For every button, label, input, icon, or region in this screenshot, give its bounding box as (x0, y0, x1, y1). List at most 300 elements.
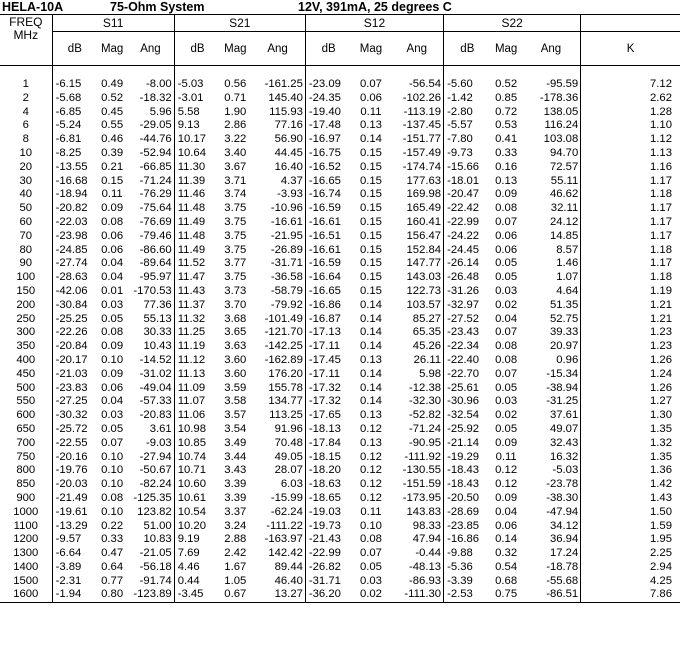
cell-s21-ang: -31.71 (250, 257, 305, 271)
cell-s11-db: -30.84 (55, 298, 88, 311)
cell-s12-ang: -86.93 (391, 575, 444, 589)
cell-freq: 400 (0, 354, 52, 368)
cell-s12-ang: 45.26 (391, 340, 444, 354)
group-header-row (0, 15, 680, 32)
table-row (0, 326, 680, 340)
cell-s22-db: -3.39 (447, 574, 473, 587)
cell-s22-ang: 52.75 (522, 313, 581, 327)
cell-s22-db: -24.22 (447, 229, 480, 242)
group-header-s22: S22 (444, 15, 581, 32)
cell-s22-mag: 0.09 (495, 491, 518, 504)
cell-s22-db: -15.66 (447, 160, 480, 173)
cell-s22-mag: 0.05 (495, 422, 518, 435)
cell-k: 1.26 (650, 381, 672, 394)
cell-s11-mag: 0.08 (101, 215, 124, 228)
cell-s22-ang: 4.64 (522, 285, 581, 299)
cell-s12-ang: -0.44 (391, 547, 444, 561)
cell-s12-ang: -151.77 (391, 133, 444, 147)
table-row (0, 451, 680, 465)
cell-freq: 80 (0, 244, 52, 258)
cell-s12-mag: 0.14 (359, 395, 382, 408)
cell-s11-mag: 0.06 (101, 243, 124, 256)
cell-k: 1.32 (650, 436, 672, 449)
cell-s22-db: -20.47 (447, 188, 480, 201)
cell-s21-ang: -15.99 (250, 492, 305, 506)
table-row (0, 547, 680, 561)
cell-k: 4.25 (650, 574, 672, 587)
cell-s22-db: -9.73 (447, 146, 473, 159)
cell-s11-db: -25.25 (55, 312, 88, 325)
cell-s12-mag: 0.14 (359, 298, 382, 311)
cell-k: 1.27 (650, 395, 672, 408)
cell-s21-mag: 3.77 (224, 257, 247, 270)
cell-s22-db: -22.40 (447, 353, 480, 366)
cell-s11-db: -13.55 (55, 160, 88, 173)
cell-s12-mag: 0.14 (359, 367, 382, 380)
cell-k: 1.12 (650, 133, 672, 146)
cell-s21-mag: 3.71 (224, 174, 247, 187)
cell-s12-ang: -102.26 (391, 92, 444, 106)
cell-s21-ang: 89.44 (250, 561, 305, 575)
cell-freq: 30 (0, 175, 52, 189)
cell-s22-mag: 0.06 (495, 229, 518, 242)
cell-s12-db: -18.65 (308, 491, 341, 504)
cell-s12-db: -16.61 (308, 215, 341, 228)
cell-s22-db: -24.45 (447, 243, 480, 256)
cell-s21-mag: 2.86 (224, 119, 247, 132)
table-row (0, 216, 680, 230)
cell-s11-ang: 3.61 (127, 423, 174, 437)
cell-s11-db: -16.68 (55, 174, 88, 187)
cell-freq: 800 (0, 464, 52, 478)
freq-header-label: FREQ (9, 15, 43, 29)
cell-s12-db: -17.65 (308, 409, 341, 422)
cell-s12-db: -16.97 (308, 133, 341, 146)
cell-s22-ang: 39.33 (522, 326, 581, 340)
cell-s11-mag: 0.21 (101, 160, 124, 173)
cell-s11-db: -22.03 (55, 215, 88, 228)
cell-s22-mag: 0.06 (495, 519, 518, 532)
cell-s12-ang: -12.38 (391, 382, 444, 396)
cell-k: 1.17 (650, 202, 672, 215)
cell-freq: 10 (0, 147, 52, 161)
cell-s12-ang: 143.83 (391, 506, 444, 520)
cell-s12-mag: 0.11 (360, 505, 382, 518)
cell-s12-ang: -173.95 (391, 492, 444, 506)
cell-s22-mag: 0.03 (495, 284, 518, 297)
cell-s21-db: -5.03 (177, 78, 204, 90)
cell-s21-db: 11.52 (177, 257, 206, 270)
cell-k: 2.25 (650, 547, 672, 560)
cell-s11-mag: 0.03 (101, 298, 124, 311)
cell-k: 2.62 (650, 91, 672, 104)
cell-s11-mag: 0.45 (101, 105, 124, 118)
cell-s21-ang: -163.97 (250, 533, 305, 547)
cell-s12-db: -22.99 (308, 547, 341, 560)
cell-s12-db: -16.65 (308, 284, 341, 297)
cell-s11-db: -5.24 (55, 119, 82, 132)
cell-s21-mag: 3.57 (224, 409, 247, 422)
cell-s11-mag: 0.39 (101, 146, 124, 159)
cell-s11-mag: 0.10 (101, 353, 124, 366)
table-row (0, 202, 680, 216)
cell-s12-mag: 0.15 (359, 257, 382, 270)
cell-s22-mag: 0.72 (495, 105, 518, 118)
cell-s12-ang: 47.94 (391, 533, 444, 547)
cell-s21-ang: 142.42 (250, 547, 305, 561)
cell-s21-ang: -62.24 (250, 506, 305, 520)
cell-s11-db: -19.76 (55, 464, 88, 477)
cell-k: 1.24 (650, 367, 672, 380)
cell-s12-mag: 0.13 (359, 353, 382, 366)
cell-s22-mag: 0.06 (495, 243, 518, 256)
cell-s12-db: -17.11 (308, 340, 341, 353)
cell-s22-db: -30.96 (447, 395, 480, 408)
cell-s11-mag: 0.09 (101, 202, 124, 215)
cell-s22-ang: -31.25 (522, 395, 581, 409)
cell-s11-ang: -20.83 (127, 409, 174, 423)
cell-freq: 150 (0, 285, 52, 299)
cell-s21-db: 10.17 (177, 133, 206, 146)
cell-s12-ang: -52.82 (391, 409, 444, 423)
subcolumn-header-row (0, 32, 680, 66)
cell-s12-db: -17.48 (308, 119, 341, 132)
cell-s11-db: -27.74 (55, 257, 88, 270)
cell-s11-db: -19.61 (55, 505, 88, 518)
cell-s12-db: -18.13 (308, 422, 341, 435)
cell-s21-db: 11.12 (177, 353, 206, 366)
cell-s11-db: -22.55 (55, 436, 88, 449)
cell-s22-ang: 138.05 (522, 106, 581, 120)
cell-s21-mag: 3.24 (224, 519, 247, 532)
cell-s21-mag: 3.58 (224, 395, 247, 408)
cell-s21-ang: -36.58 (250, 271, 305, 285)
cell-s12-db: -26.82 (308, 560, 341, 573)
cell-s11-mag: 0.10 (101, 464, 124, 477)
col-header-s21-ang: Ang (250, 32, 305, 66)
cell-s21-mag: 1.90 (224, 105, 247, 118)
cell-s21-ang: 155.78 (250, 382, 305, 396)
test-conditions: 12V, 391mA, 25 degrees C (298, 0, 452, 14)
cell-s21-db: 10.71 (177, 464, 206, 477)
cell-s11-db: -27.25 (55, 395, 88, 408)
cell-s21-db: 10.74 (177, 450, 206, 463)
cell-s11-ang: -14.52 (127, 354, 174, 368)
col-header-s12-db: dB (305, 32, 351, 66)
table-row (0, 271, 680, 285)
cell-s21-mag: 3.60 (224, 367, 247, 380)
cell-s22-mag: 0.12 (495, 478, 518, 491)
cell-s11-db: -21.49 (55, 491, 88, 504)
table-row (0, 506, 680, 520)
cell-s12-ang: -111.30 (391, 588, 444, 602)
cell-s22-ang: 34.12 (522, 520, 581, 534)
cell-k: 1.43 (650, 491, 672, 504)
table-row (0, 561, 680, 575)
cell-s11-ang: -76.69 (127, 216, 174, 230)
cell-s22-db: -25.92 (447, 422, 480, 435)
cell-s21-db: 10.98 (177, 422, 206, 435)
cell-k: 1.16 (650, 160, 672, 173)
col-header-s22-mag: Mag (491, 32, 522, 66)
cell-s22-ang: -86.51 (522, 588, 581, 602)
cell-s11-mag: 0.04 (101, 257, 124, 270)
cell-s21-db: 9.13 (177, 119, 200, 132)
table-row (0, 313, 680, 327)
cell-s12-ang: 177.63 (391, 175, 444, 189)
cell-k: 1.17 (650, 174, 672, 187)
cell-s11-ang: -44.76 (127, 133, 174, 147)
cell-s12-mag: 0.11 (360, 105, 382, 118)
table-row (0, 588, 680, 602)
cell-s11-mag: 0.55 (101, 119, 124, 132)
table-row (0, 161, 680, 175)
freq-header-unit: MHz (13, 28, 39, 42)
cell-s12-db: -16.74 (308, 188, 341, 201)
cell-s22-mag: 0.07 (495, 215, 518, 228)
cell-s22-db: -7.80 (447, 133, 473, 146)
cell-freq: 6 (0, 119, 52, 133)
cell-s11-db: -6.81 (55, 133, 82, 146)
cell-s22-db: -5.36 (447, 560, 473, 573)
cell-s22-db: -22.42 (447, 202, 480, 215)
cell-s12-ang: 5.98 (391, 368, 444, 382)
cell-s11-ang: -91.74 (127, 575, 174, 589)
cell-freq: 100 (0, 271, 52, 285)
cell-s21-mag: 3.63 (224, 340, 247, 353)
cell-k: 1.19 (650, 284, 672, 297)
cell-s21-mag: 3.59 (224, 381, 247, 394)
cell-freq: 650 (0, 423, 52, 437)
table-row (0, 244, 680, 258)
cell-s12-db: -36.20 (305, 588, 351, 602)
cell-k: 1.17 (650, 257, 672, 270)
cell-s12-mag: 0.14 (359, 381, 382, 394)
cell-s21-mag: 0.67 (220, 588, 250, 602)
cell-s11-ang: -49.04 (127, 382, 174, 396)
cell-s21-ang: -16.61 (250, 216, 305, 230)
cell-s21-ang: 28.07 (250, 464, 305, 478)
cell-s22-mag: 0.33 (495, 146, 518, 159)
cell-s21-db: 4.46 (177, 560, 200, 573)
cell-s12-db: -18.63 (308, 478, 341, 491)
cell-s12-db: -17.45 (308, 353, 341, 366)
cell-s21-db: 11.46 (177, 188, 206, 201)
header (0, 0, 681, 14)
cell-s22-ang: -55.68 (522, 575, 581, 589)
cell-s22-ang: 49.07 (522, 423, 581, 437)
cell-s21-ang: -26.89 (250, 244, 305, 258)
cell-k: 7.86 (581, 588, 680, 602)
model-name: HELA-10A (2, 0, 64, 14)
cell-s11-mag: 0.08 (101, 491, 124, 504)
cell-s21-ang: -121.70 (250, 326, 305, 340)
cell-s12-db: -16.75 (308, 146, 341, 159)
cell-s22-mag: 0.09 (495, 436, 518, 449)
cell-s11-mag: 0.09 (101, 367, 124, 380)
cell-s12-ang: -56.54 (391, 78, 444, 92)
cell-s11-db: -5.68 (55, 91, 82, 104)
cell-freq: 1200 (0, 533, 52, 547)
cell-freq: 1100 (0, 520, 52, 534)
cell-s22-db: -31.26 (447, 284, 480, 297)
cell-s12-db: -17.11 (308, 367, 341, 380)
cell-freq: 450 (0, 368, 52, 382)
group-header-s11: S11 (52, 15, 174, 32)
cell-s21-db: 0.44 (177, 574, 200, 587)
cell-s12-mag: 0.12 (359, 450, 382, 463)
cell-s11-db: -8.25 (55, 146, 82, 159)
cell-s21-db: 9.19 (177, 533, 200, 546)
cell-s12-db: -17.32 (308, 381, 341, 394)
cell-s21-db: 11.06 (177, 409, 206, 422)
cell-s21-db: 10.85 (177, 436, 206, 449)
cell-s21-ang: 91.96 (250, 423, 305, 437)
cell-s22-db: -1.42 (447, 91, 473, 104)
cell-freq: 90 (0, 257, 52, 271)
cell-s22-db: -5.57 (447, 119, 473, 132)
cell-s22-db: -22.99 (447, 215, 480, 228)
cell-s12-ang: 152.84 (391, 244, 444, 258)
cell-s22-db: -18.43 (447, 464, 480, 477)
cell-s11-mag: 0.03 (101, 409, 124, 422)
cell-s22-mag: 0.09 (495, 188, 518, 201)
cell-s22-ang: 20.97 (522, 340, 581, 354)
cell-s22-db: -26.48 (447, 271, 480, 284)
cell-s12-mag: 0.10 (359, 519, 382, 532)
cell-s22-mag: 0.13 (495, 174, 518, 187)
cell-s22-mag: 0.41 (495, 133, 518, 146)
cell-k: 1.10 (650, 119, 672, 132)
cell-s12-ang: 147.77 (391, 257, 444, 271)
col-header-s11-ang: Ang (127, 32, 174, 66)
cell-s12-mag: 0.14 (359, 340, 382, 353)
cell-s21-ang: 145.40 (250, 92, 305, 106)
cell-k: 1.35 (650, 422, 672, 435)
table-row (0, 188, 680, 202)
cell-s21-ang: -101.49 (250, 313, 305, 327)
cell-s11-db: -9.57 (55, 533, 82, 546)
col-header-s22-db: dB (444, 32, 491, 66)
cell-s12-db: -19.73 (308, 519, 341, 532)
cell-s22-db: -18.43 (447, 478, 480, 491)
cell-s11-ang: -31.02 (127, 368, 174, 382)
cell-s11-ang: 77.36 (127, 299, 174, 313)
cell-s22-db: -19.29 (447, 450, 480, 463)
cell-s11-ang: -125.35 (127, 492, 174, 506)
cell-s12-ang: 85.27 (391, 313, 444, 327)
cell-s21-mag: 1.67 (224, 560, 247, 573)
cell-s12-mag: 0.15 (359, 188, 382, 201)
cell-k: 1.50 (650, 505, 672, 518)
cell-k: 1.30 (650, 409, 672, 422)
cell-s11-db: -20.03 (55, 478, 88, 491)
cell-s21-mag: 3.37 (224, 505, 247, 518)
cell-s21-db: 11.49 (177, 243, 206, 256)
cell-freq: 350 (0, 340, 52, 354)
cell-freq: 1300 (0, 547, 52, 561)
cell-s21-db: 11.48 (177, 229, 206, 242)
cell-s21-ang: -79.92 (250, 299, 305, 313)
cell-s11-mag: 0.46 (101, 133, 124, 146)
cell-s11-ang: -9.03 (127, 437, 174, 451)
cell-s12-db: -21.43 (308, 533, 341, 546)
cell-s21-db: 11.37 (177, 298, 206, 311)
cell-s21-mag: 3.54 (224, 422, 247, 435)
col-header-s22-ang: Ang (522, 32, 581, 66)
cell-k: 1.35 (650, 450, 672, 463)
cell-s21-mag: 0.71 (224, 91, 247, 104)
cell-s21-ang: -58.79 (250, 285, 305, 299)
cell-k: 1.21 (650, 312, 672, 325)
table-row (0, 106, 680, 120)
cell-s21-ang: -3.93 (250, 188, 305, 202)
cell-s21-ang: 4.37 (250, 175, 305, 189)
cell-s12-db: -23.09 (308, 78, 341, 90)
cell-s11-db: -20.82 (55, 202, 88, 215)
cell-s12-ang: -151.59 (391, 478, 444, 492)
cell-s21-mag: 3.75 (224, 271, 247, 284)
cell-s21-mag: 3.75 (224, 202, 247, 215)
cell-s11-ang: -79.46 (127, 230, 174, 244)
cell-k: 1.59 (650, 519, 672, 532)
cell-s11-mag: 0.07 (101, 436, 124, 449)
cell-s11-ang: 51.00 (127, 520, 174, 534)
cell-s22-mag: 0.75 (491, 588, 522, 602)
cell-s21-db: 10.61 (177, 491, 206, 504)
cell-s22-mag: 0.68 (495, 574, 518, 587)
cell-s12-db: -16.51 (308, 229, 341, 242)
cell-s12-ang: 26.11 (391, 354, 444, 368)
cell-s11-db: -20.16 (55, 450, 88, 463)
cell-s22-db: -32.54 (447, 409, 480, 422)
cell-s21-ang: 115.93 (250, 106, 305, 120)
cell-s21-db: 11.09 (177, 381, 206, 394)
cell-s21-ang: -142.25 (250, 340, 305, 354)
cell-s11-db: -20.84 (55, 340, 88, 353)
cell-k: 1.18 (650, 188, 672, 201)
col-header-s11-mag: Mag (97, 32, 127, 66)
cell-s22-ang: 16.32 (522, 451, 581, 465)
cell-s21-ang: 56.90 (250, 133, 305, 147)
cell-s21-mag: 2.42 (224, 547, 247, 560)
cell-s22-mag: 0.02 (495, 409, 518, 422)
cell-s22-db: -18.01 (447, 174, 480, 187)
cell-s12-db: -17.13 (308, 326, 341, 339)
cell-s21-mag: 3.68 (224, 312, 247, 325)
cell-s11-ang: -75.64 (127, 202, 174, 216)
cell-s21-mag: 0.56 (224, 78, 247, 90)
cell-freq: 1600 (0, 588, 52, 602)
cell-s11-mag: 0.77 (101, 574, 124, 587)
cell-s22-mag: 0.52 (495, 78, 518, 90)
cell-s12-mag: 0.12 (359, 491, 382, 504)
cell-s11-ang: -66.85 (127, 161, 174, 175)
cell-s21-mag: 3.75 (224, 215, 247, 228)
table-row (0, 285, 680, 299)
cell-s11-mag: 0.01 (101, 284, 124, 297)
cell-s21-mag: 3.65 (224, 326, 247, 339)
cell-s22-ang: 0.96 (522, 354, 581, 368)
cell-s22-ang: 72.57 (522, 161, 581, 175)
s-parameter-table (0, 14, 680, 603)
cell-s21-ang: 49.05 (250, 451, 305, 465)
system-impedance: 75-Ohm System (110, 0, 205, 14)
cell-s22-mag: 0.05 (495, 257, 518, 270)
cell-s22-ang: 32.43 (522, 437, 581, 451)
cell-s12-ang: 160.41 (391, 216, 444, 230)
cell-s22-db: -22.34 (447, 340, 480, 353)
